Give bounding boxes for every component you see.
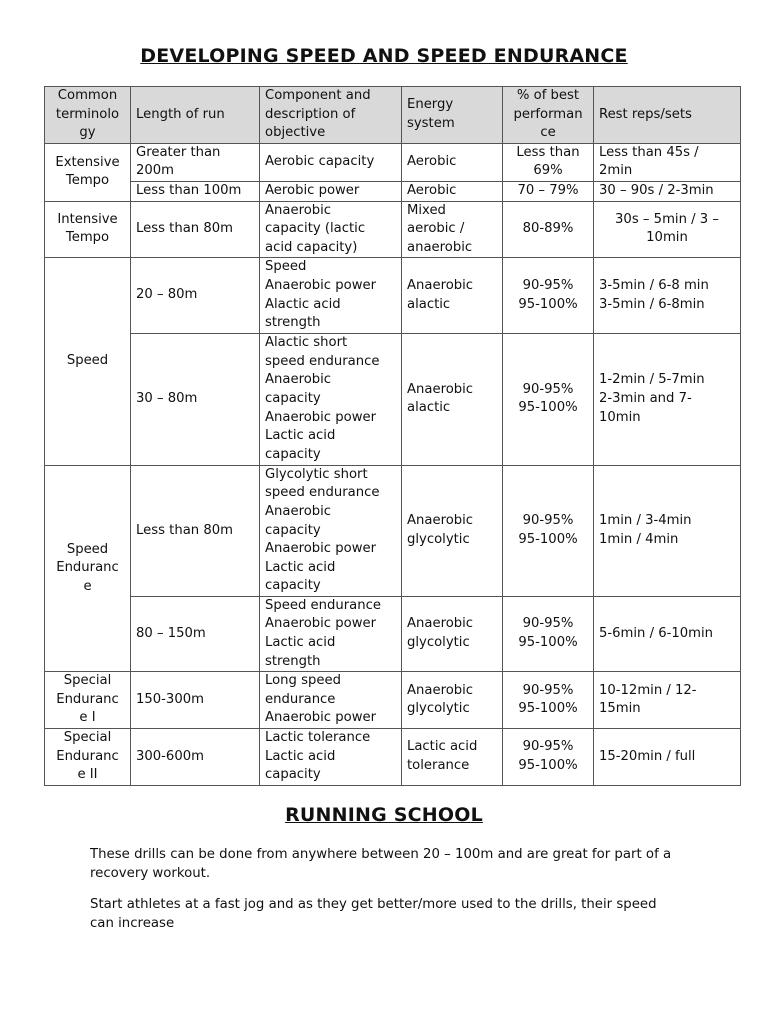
table-row bbox=[45, 143, 741, 181]
cell-length: Greater than 200m bbox=[131, 143, 260, 181]
header-length: Length of run bbox=[131, 87, 260, 144]
cell-component: Aerobic power bbox=[260, 181, 402, 201]
cell-component: Anaerobic capacity (lactic acid capacity) bbox=[260, 201, 402, 258]
cell-rest: 5-6min / 6-10min bbox=[594, 596, 741, 671]
cell-rest: Less than 45s / 2min bbox=[594, 143, 741, 181]
cell-energy: Anaerobic glycolytic bbox=[402, 672, 503, 729]
header-terminology: Common terminolo gy bbox=[45, 87, 131, 144]
cell-rest: 10-12min / 12- 15min bbox=[594, 672, 741, 729]
cell-component: Long speed endurance Anaerobic power bbox=[260, 672, 402, 729]
paragraph-drills: These drills can be done from anywhere between 20 – 100m and are great for part of a recovery workout. bbox=[90, 847, 672, 881]
table-row bbox=[45, 672, 741, 729]
paragraph-athletes: Start athletes at a fast jog and as they get better/more used to the drills, their speed can increase bbox=[90, 897, 657, 931]
cell-length: 20 – 80m bbox=[131, 258, 260, 333]
header-energy: Energy system bbox=[402, 87, 503, 144]
cell-energy: Lactic acid tolerance bbox=[402, 729, 503, 786]
table-row bbox=[45, 465, 741, 596]
cell-percent: 90-95% 95-100% bbox=[503, 258, 594, 333]
cell-rest: 3-5min / 6-8 min 3-5min / 6-8min bbox=[594, 258, 741, 333]
cell-component: Speed endurance Anaerobic power Lactic acid strength bbox=[260, 596, 402, 671]
cell-length: Less than 80m bbox=[131, 465, 260, 596]
cell-rest: 15-20min / full bbox=[594, 729, 741, 786]
cell-length: 150-300m bbox=[131, 672, 260, 729]
cell-term: Special Enduranc e I bbox=[45, 672, 131, 729]
cell-percent: 90-95% 95-100% bbox=[503, 333, 594, 465]
page-title: DEVELOPING SPEED AND SPEED ENDURANCE bbox=[140, 45, 628, 67]
cell-energy: Anaerobic glycolytic bbox=[402, 596, 503, 671]
cell-percent: 70 – 79% bbox=[503, 181, 594, 201]
table-row bbox=[45, 333, 741, 465]
cell-length: Less than 80m bbox=[131, 201, 260, 258]
cell-energy: Anaerobic alactic bbox=[402, 258, 503, 333]
table-row bbox=[45, 258, 741, 333]
speed-training-table bbox=[44, 86, 741, 786]
cell-rest: 30s – 5min / 3 – 10min bbox=[594, 201, 741, 258]
table-row bbox=[45, 596, 741, 671]
cell-percent: 80-89% bbox=[503, 201, 594, 258]
cell-term: Speed bbox=[45, 258, 131, 465]
cell-rest: 1-2min / 5-7min 2-3min and 7- 10min bbox=[594, 333, 741, 465]
table-header-row bbox=[45, 87, 741, 144]
cell-rest: 30 – 90s / 2-3min bbox=[594, 181, 741, 201]
cell-component: Glycolytic short speed endurance Anaerobic capacity Anaerobic power Lactic acid capacity bbox=[260, 465, 402, 596]
section-title: RUNNING SCHOOL bbox=[285, 804, 483, 826]
header-rest: Rest reps/sets bbox=[594, 87, 741, 144]
cell-rest: 1min / 3-4min 1min / 4min bbox=[594, 465, 741, 596]
cell-term: Intensive Tempo bbox=[45, 201, 131, 258]
cell-percent: 90-95% 95-100% bbox=[503, 672, 594, 729]
cell-energy: Aerobic bbox=[402, 143, 503, 181]
cell-energy: Anaerobic glycolytic bbox=[402, 465, 503, 596]
table-row bbox=[45, 201, 741, 258]
cell-length: Less than 100m bbox=[131, 181, 260, 201]
cell-energy: Aerobic bbox=[402, 181, 503, 201]
table-row bbox=[45, 181, 741, 201]
header-component: Component and description of objective bbox=[260, 87, 402, 144]
cell-component: Aerobic capacity bbox=[260, 143, 402, 181]
cell-length: 80 – 150m bbox=[131, 596, 260, 671]
cell-percent: 90-95% 95-100% bbox=[503, 465, 594, 596]
cell-percent: 90-95% 95-100% bbox=[503, 729, 594, 786]
cell-term: Extensive Tempo bbox=[45, 143, 131, 201]
cell-component: Speed Anaerobic power Alactic acid strength bbox=[260, 258, 402, 333]
cell-component: Lactic tolerance Lactic acid capacity bbox=[260, 729, 402, 786]
cell-length: 30 – 80m bbox=[131, 333, 260, 465]
cell-length: 300-600m bbox=[131, 729, 260, 786]
cell-energy: Mixed aerobic / anaerobic bbox=[402, 201, 503, 258]
header-percent: % of best performan ce bbox=[503, 87, 594, 144]
cell-energy: Anaerobic alactic bbox=[402, 333, 503, 465]
cell-term: Speed Enduranc e bbox=[45, 465, 131, 672]
cell-component: Alactic short speed endurance Anaerobic capacity Anaerobic power Lactic acid capacity bbox=[260, 333, 402, 465]
cell-term: Special Enduranc e II bbox=[45, 729, 131, 786]
cell-percent: 90-95% 95-100% bbox=[503, 596, 594, 671]
table-row bbox=[45, 729, 741, 786]
cell-percent: Less than 69% bbox=[503, 143, 594, 181]
